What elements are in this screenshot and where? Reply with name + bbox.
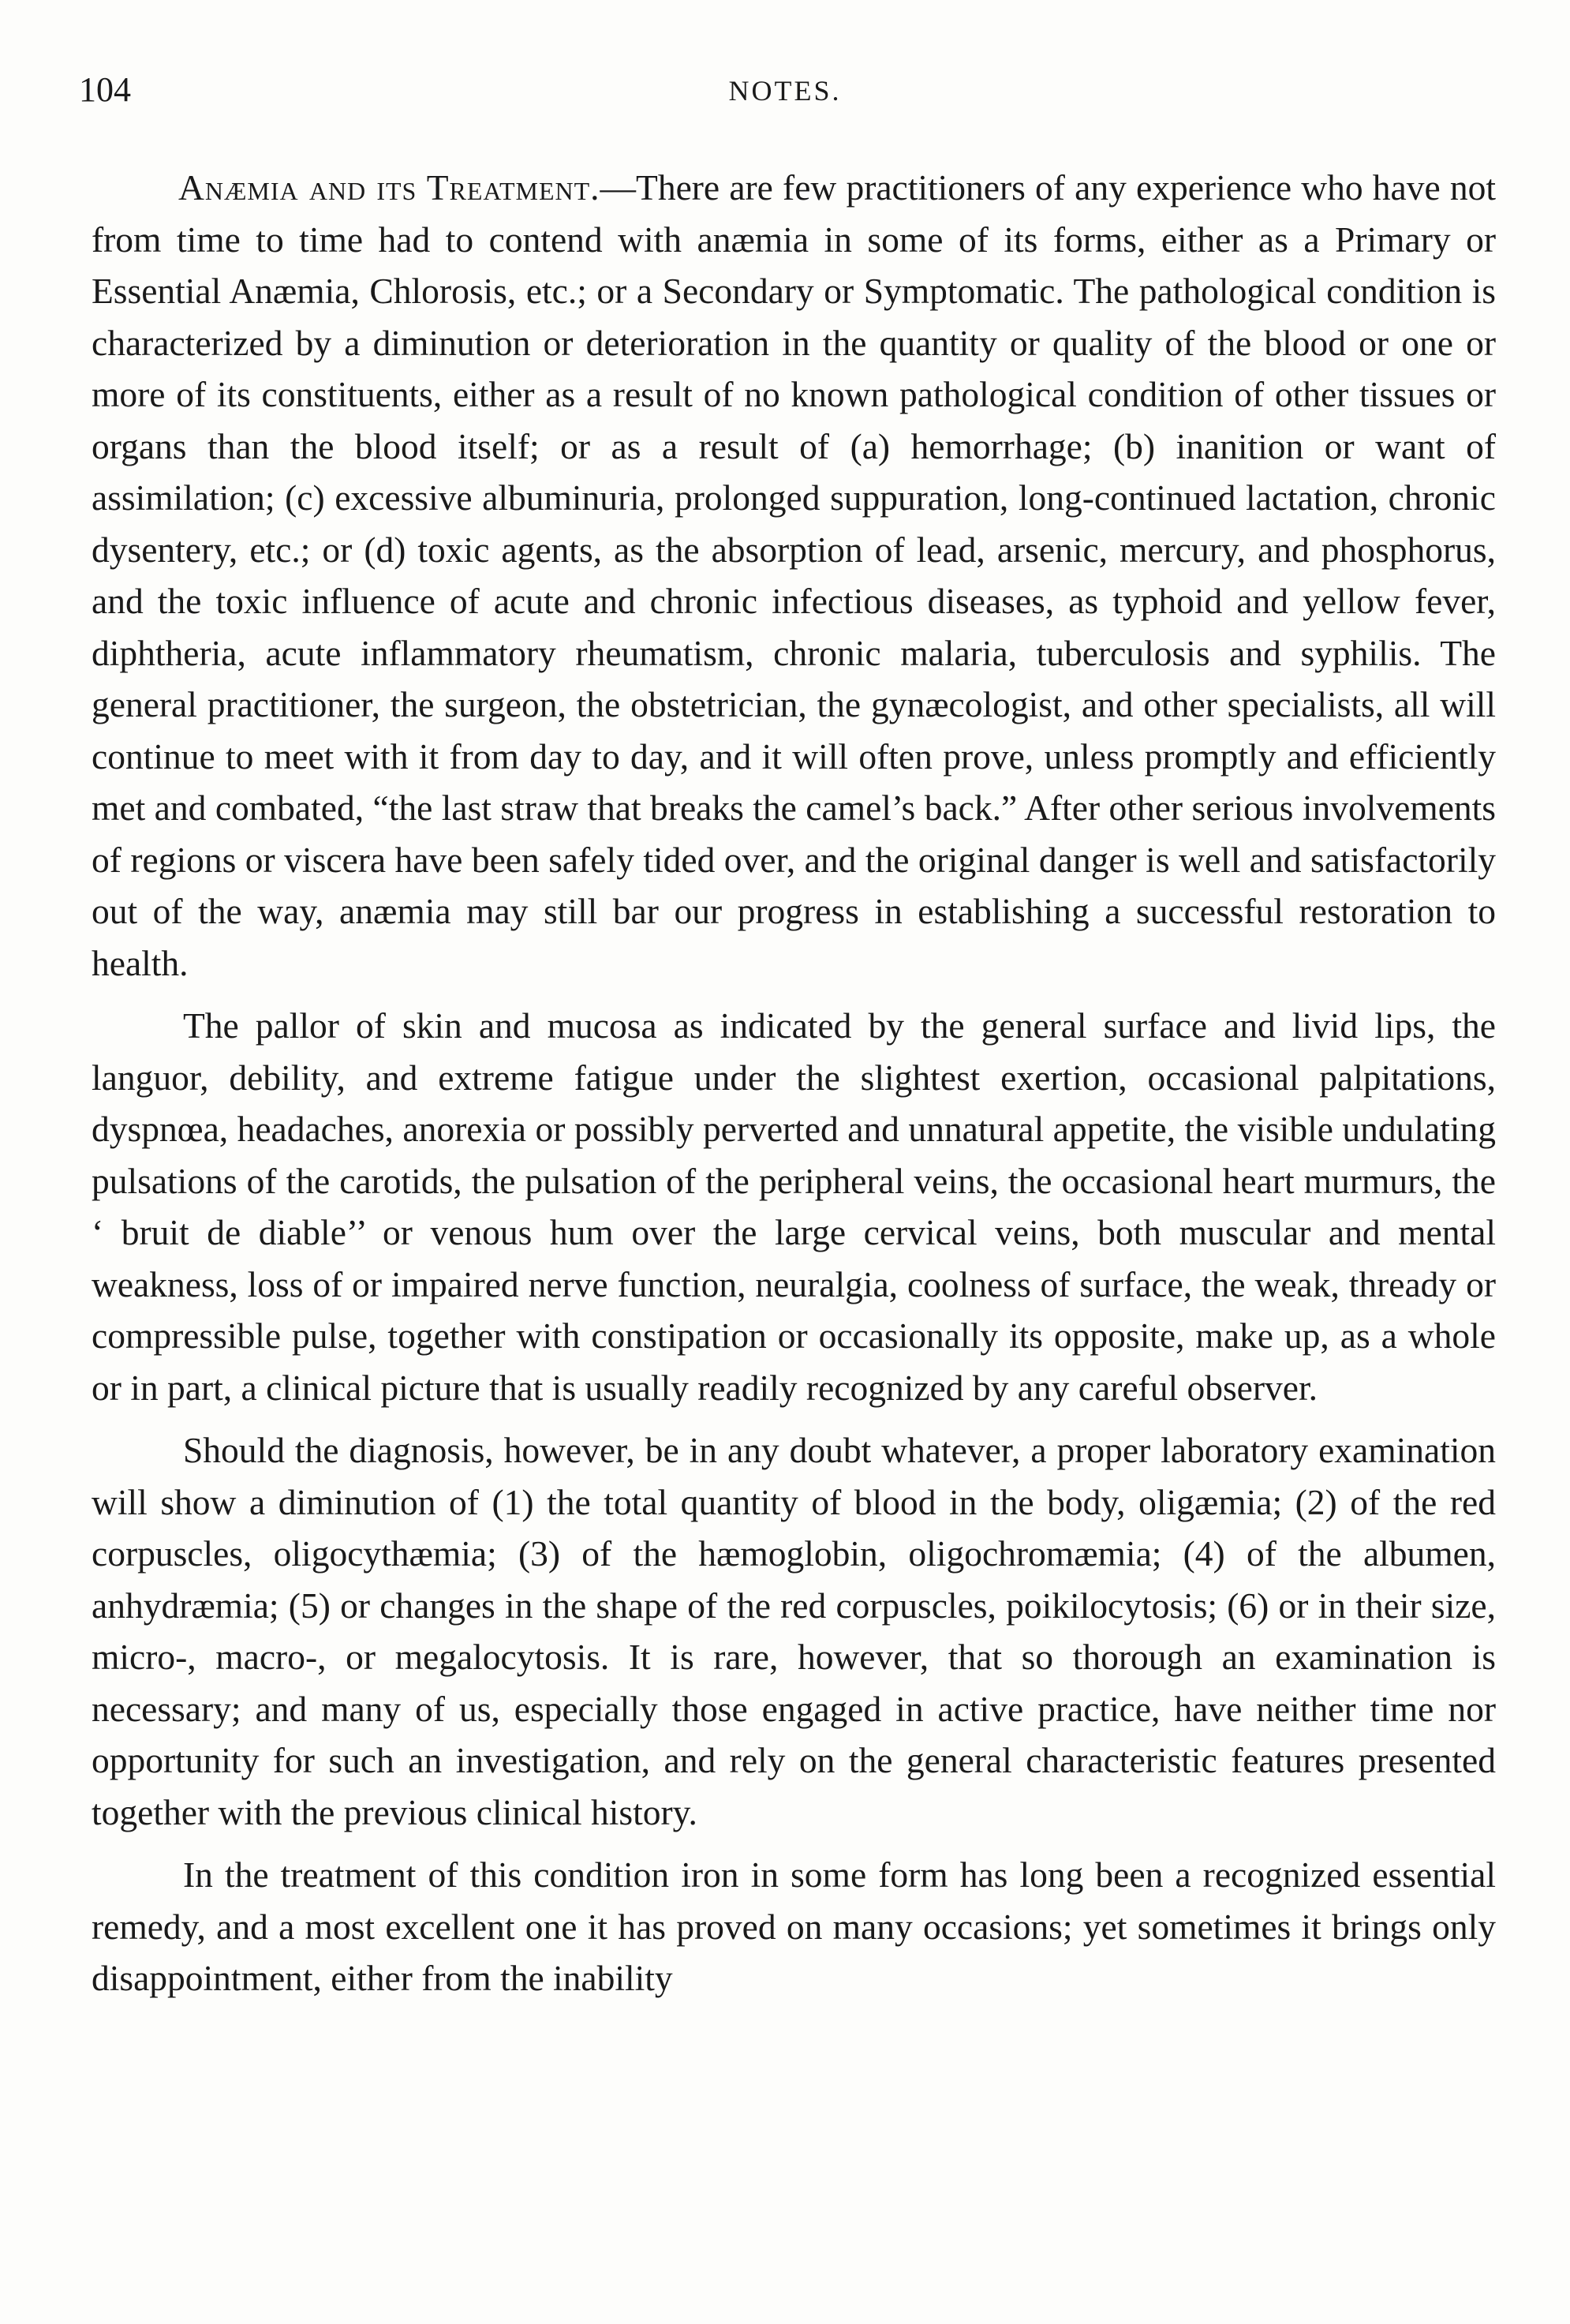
running-head (79, 69, 1491, 117)
paragraph-2: The pallor of skin and mucosa as indicated by the general surface and livid lips, the languor, debility, and extreme fatigue under the slightest exertion, occasional palpitations, dyspnœa, headaches, anorexia or possibly perverted and unnatural appetite, the visible undulating pulsations of the carotids, the pulsation of the peripheral veins, the occasional heart murmurs, the ‘ bruit de diable’’ or venous hum over the large cervical veins, both muscular and mental weakness, loss of or impaired nerve function, neuralgia, coolness of surface, the weak, thready or compressible pulse, together with constipation or occasionally its opposite, make up, as a whole or in part, a clinical picture that is usually readily recognized by any careful observer. (92, 1005, 1496, 1408)
paragraph-1 (92, 162, 1496, 989)
section-heading: Anæmia and its Treatment. (178, 167, 600, 208)
running-title: NOTES. (728, 75, 842, 107)
paragraph-3: Should the diagnosis, however, be in any doubt whatever, a proper laboratory examination will show a diminution of (1) the total quantity of blood in the body, oligæmia; (2) of the red corpuscles, oligocythæmia; (3) of the hæmoglobin, oligochromæmia; (4) of the albumen, anhydræmia; (5) or changes in the shape of the red corpuscles, poikilocytosis; (6) or in their size, micro-, macro-, or megalocytosis. It is rare, however, that so thorough an examination is necessary; and many of us, especially those engaged in active practice, have neither time nor opportunity for such an investigation, and rely on the general characteristic features presented together with the previous clinical history. (92, 1430, 1496, 1832)
page-number: 104 (79, 70, 131, 109)
paragraph-4: In the treatment of this condition iron in some form has long been a recognized essential remedy, and a most excellent one it has proved on many occasions; yet sometimes it brings only disappointment, either from the inability (92, 1854, 1496, 1998)
paragraph-text: —There are few practitioners of any experience who have not from time to time had to contend with anæmia in some of its forms, either as a Primary or Essential Anæmia, Chlorosis, etc.; or a Secondary or Symptomatic. The pathological condition is characterized by a diminution or deterioration in the quantity or quality of the blood or one or more of its constituents, either as a result of no known pathological condition of other tissues or organs than the blood itself; or as a result of (a) hemorrhage; (b) inanition or want of assimilation; (c) excessive albuminuria, prolonged suppuration, long-continued lactation, chronic dysentery, etc.; or (d) toxic agents, as the absorption of lead, arsenic, mercury, and phosphorus, and the toxic influence of acute and chronic infectious diseases, as typhoid and yellow fever, diphtheria, acute inflammatory rheumatism, chronic malaria, tuberculosis and syphilis. The general practitioner, the surgeon, the obstetrician, the gynæcologist, and other specialists, all will continue to meet with it from day to day, and it will often prove, unless promptly and efficiently met and combated, “the last straw that breaks the camel’s back.” After other serious involvements of regions or viscera have been safely tided over, and the original danger is well and satisfactorily out of the way, anæmia may still bar our progress in establishing a successful restoration to health. (92, 167, 1496, 983)
article-body (92, 162, 1496, 2004)
